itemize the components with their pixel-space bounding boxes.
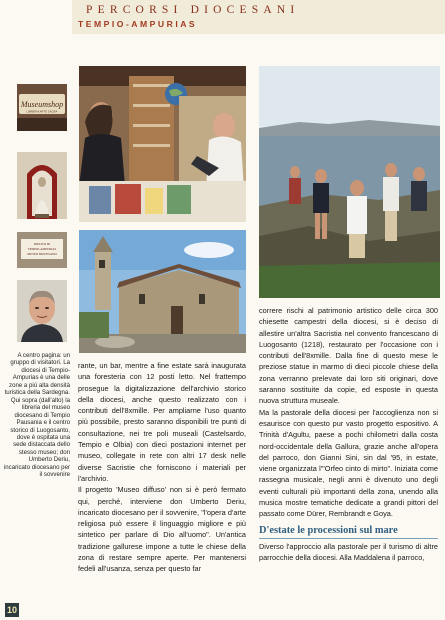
article-paragraph: Diverso l'approccio alla pastorale per il turismo di altre parrocchie della diocesi. Alla Maddalena il parroco,: [259, 541, 438, 562]
section-subheading: D'estate le processioni sul mare: [259, 524, 398, 536]
photo-bookshop-sign: [17, 84, 67, 131]
article-paragraph: rante, un bar, mentre a fine estate sarà inaugurata una foresteria con 12 posti letto. Nel frattempo prosegue la digitalizzazione dell'archivio storico della diocesi, anche questo realizzato con i contributi dell'8xmille. Per ampliarne l'uso quanto più possibile, presto saranno disponibili tre punti di consultazione, nei tre poli museali (Castelsardo, Tempio e Olbia) con dieci postazioni internet per museo, collegate in rete con altri 17 desk nelle diverse Sacristie che forniscono i materiali per l'archivio.: [78, 361, 246, 483]
photo-museum-plaque: [17, 232, 67, 268]
article-paragraph: Ma la pastorale della diocesi per l'accoglienza non si esaurisce con questo pur vasto progetto espositivo. A Trinità d'Agultu, paese a pochi chilometri dalla costa nord-occidentale della Gallura, grazie anche all'opera del parroco, don Gianni Sini, sin dal '95, in estate, viene organizzata l'"Orfeo cinto di mirto". Iniziata come rassegna musicale, negli anni è divenuto uno degli eventi culturali più importanti della zona, unendo alla musica mostre tematiche dedicate a grandi pittori del passato come Dürer, Rembrandt e Goya.: [259, 407, 438, 519]
article-column-middle: [78, 360, 246, 575]
svg-text:TEMPIO-AMPURIAS: TEMPIO-AMPURIAS: [27, 247, 57, 251]
photo-group-of-visitors: [259, 66, 440, 298]
series-title: PERCORSI DIOCESANI: [86, 4, 300, 16]
shop-sign-subtext: LIBRERIA ARTE SACRA: [26, 109, 58, 114]
svg-text:MUSEO DIOCESANO: MUSEO DIOCESANO: [27, 252, 57, 256]
photo-don-umberto-deriu: [17, 280, 67, 342]
photo-caption: A centro pagina: un gruppo di visitatori. La diocesi di Tempio-Ampurias è una delle zone a più alta densità turistica della Sardegna. Qui sopra (dall'alto) la libreria del museo diocesano di Tempio Pausania e il centro storico di Luogosanto, dove è ospitata una sede distaccata dello stesso museo; don Umberto Deriu, incaricato diocesano per il sovvenire: [3, 352, 70, 479]
diocese-title: TEMPIO-AMPURIAS: [78, 19, 198, 29]
article-paragraph: correre rischi al patrimonio artistico delle circa 300 chiesette campestri della diocesi, si è deciso di allestire un'altra Sacristia nel convento francescano di Luogosanto (1218), restaurato per l'occasione con i contributi dell'8xmille. Dalla fine di questo mese le preziose statue in marmo di dieci piccole chiese della zona verranno prelevate dai loro siti originari, dove saranno sostituite da copie, ed esposte in questa nuova struttura museale.: [259, 306, 438, 406]
article-column-right: [259, 305, 438, 563]
photo-museum-bookshop: [79, 66, 246, 222]
article-paragraph: Il progetto 'Museo diffuso' non si è però fermato qui, perché, interviene don Umberto Deriu, incaricato diocesano per il sovvenire, "l'opera d'arte religiosa può essere il linguaggio migliore e più sintetico per parlare di Dio all'uomo". Un'antica tradizione gallurese impone a tutte le chiese della zona di restare sempre aperte. Per mantenersi fedeli all'usanza, senza per questo far: [78, 485, 246, 574]
subheading-rule: [259, 538, 438, 539]
photo-statue-niche: [17, 152, 67, 219]
photo-luogosanto-historic-center: [79, 230, 246, 353]
svg-text:DIOCESI DI: DIOCESI DI: [33, 242, 51, 246]
shop-sign-text: Museumshop: [20, 100, 64, 109]
page-number: 10: [6, 605, 17, 615]
